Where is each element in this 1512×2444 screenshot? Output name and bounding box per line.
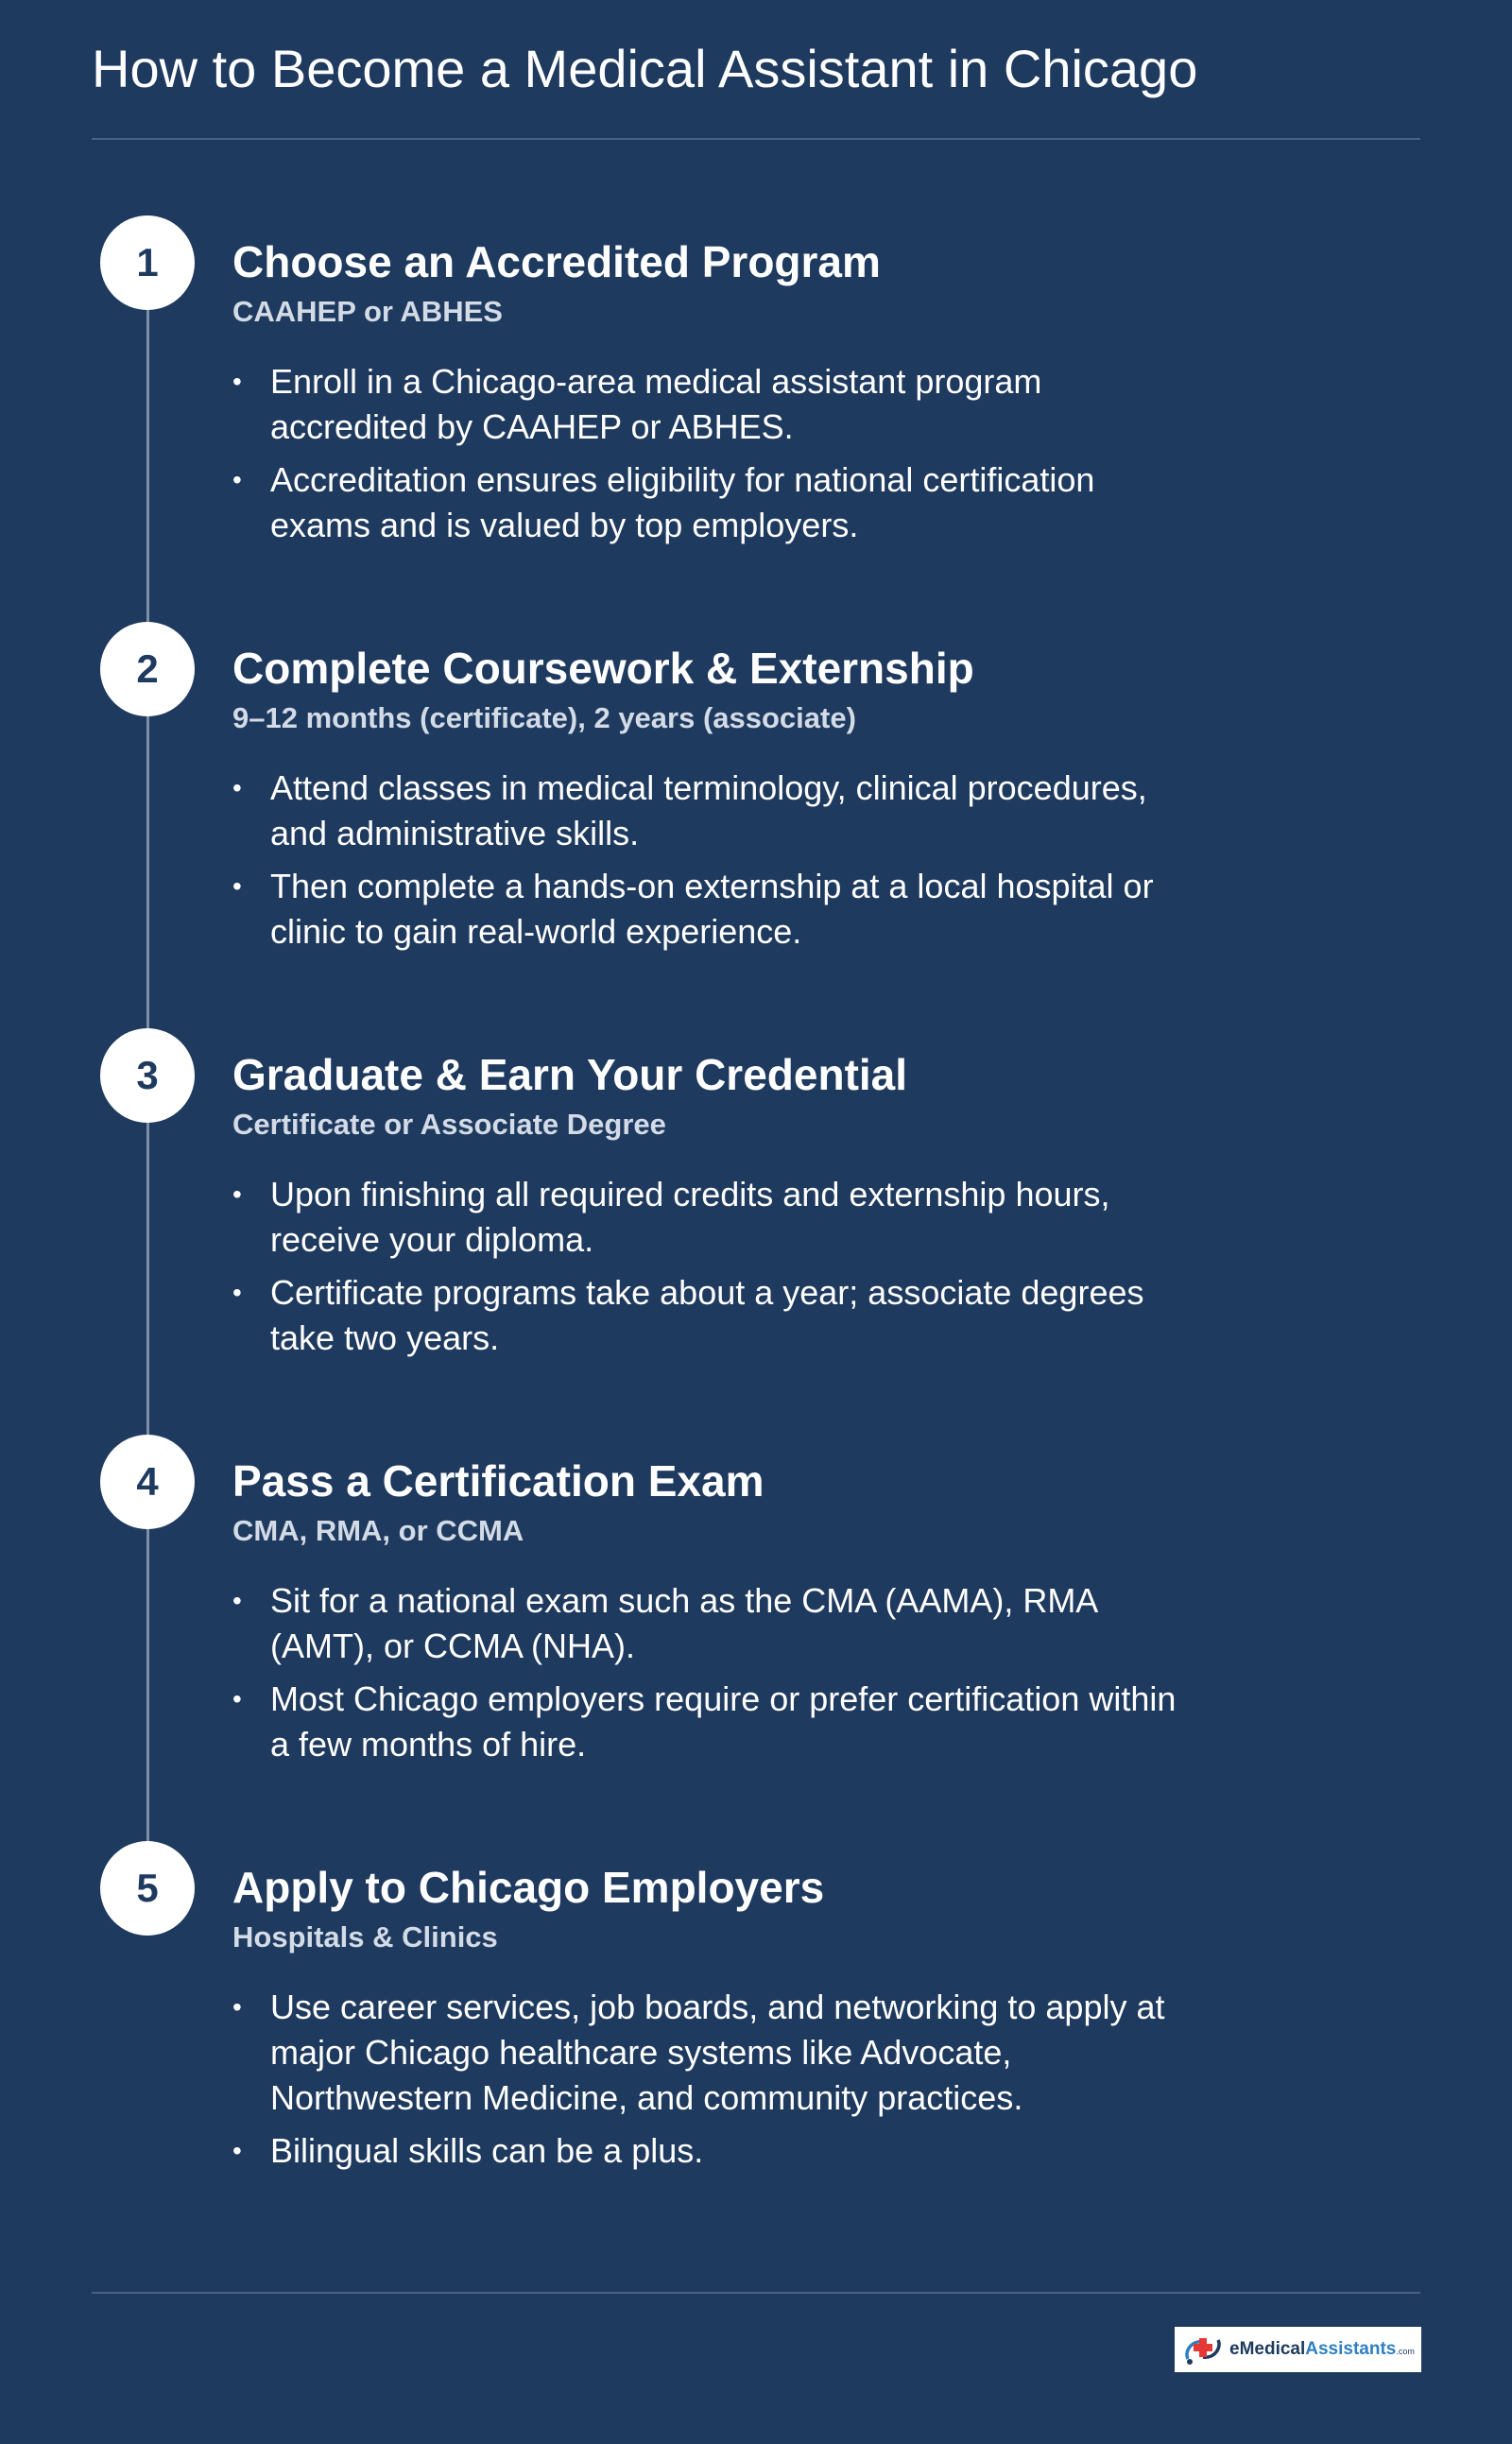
step-number-badge: 2	[100, 622, 195, 716]
step-number-badge: 1	[100, 215, 195, 310]
step-bullet-list	[232, 1985, 1187, 2181]
step-bullet-item	[232, 1172, 1187, 1263]
step-number-badge: 5	[100, 1841, 195, 1936]
step-subtitle: Hospitals & Clinics	[232, 1920, 498, 1953]
step-bullet-text: Then complete a hands-on externship at a local hospital or clinic to gain real-world experience.	[270, 867, 1154, 951]
brand-name: eMedical	[1229, 2339, 1306, 2359]
step-subtitle: CMA, RMA, or CCMA	[232, 1514, 524, 1547]
step-bullet-text: Upon finishing all required credits and externship hours, receive your diploma.	[270, 1175, 1110, 1259]
step-bullet-text: Certificate programs take about a year; associate degrees take two years.	[270, 1273, 1144, 1357]
step-title: Graduate & Earn Your Credential	[232, 1050, 908, 1099]
step-bullet-list	[232, 766, 1187, 962]
step-title: Complete Coursework & Externship	[232, 644, 974, 693]
step-bullet-item	[232, 766, 1187, 856]
bottom-divider	[92, 2292, 1420, 2294]
bullet-dot-icon: •	[232, 1992, 242, 2022]
step-subtitle: Certificate or Associate Degree	[232, 1108, 666, 1141]
brand-logo	[1175, 2327, 1421, 2372]
step-subtitle: CAAHEP or ABHES	[232, 295, 503, 328]
brand-name-accent: Assistants	[1305, 2339, 1397, 2359]
brand-wordmark	[1229, 2339, 1415, 2360]
step-bullet-text: Enroll in a Chicago-area medical assistant program accredited by CAAHEP or ABHES.	[270, 362, 1042, 446]
bullet-dot-icon: •	[232, 367, 242, 396]
medical-cross-swirl-icon	[1182, 2331, 1224, 2368]
step-bullet-item	[232, 1677, 1187, 1767]
bullet-dot-icon: •	[232, 1586, 242, 1615]
step-bullet-text: Sit for a national exam such as the CMA (AAMA), RMA (AMT), or CCMA (NHA).	[270, 1581, 1097, 1665]
step-subtitle: 9–12 months (certificate), 2 years (associate)	[232, 701, 856, 734]
bullet-dot-icon: •	[232, 871, 242, 901]
bullet-dot-icon: •	[232, 1684, 242, 1713]
step-bullet-list	[232, 1578, 1187, 1775]
step-bullet-text: Attend classes in medical terminology, clinical procedures, and administrative skills.	[270, 768, 1147, 852]
step-bullet-item	[232, 1270, 1187, 1361]
step-bullet-item	[232, 1985, 1187, 2121]
bullet-dot-icon: •	[232, 2136, 242, 2165]
step-bullet-item	[232, 359, 1187, 450]
bullet-dot-icon: •	[232, 773, 242, 802]
step-bullet-item	[232, 457, 1187, 548]
step-bullet-list	[232, 1172, 1187, 1368]
step-bullet-text: Bilingual skills can be a plus.	[270, 2131, 704, 2170]
step-bullet-text: Accreditation ensures eligibility for national certification exams and is valued by top employers.	[270, 460, 1095, 544]
step-bullet-text: Most Chicago employers require or prefer certification within a few months of hire.	[270, 1679, 1177, 1764]
step-bullet-item	[232, 864, 1187, 955]
step-bullet-text: Use career services, job boards, and networking to apply at major Chicago healthcare systems like Advocate, Northwestern Medicine, and community practices.	[270, 1988, 1165, 2117]
top-divider	[92, 138, 1420, 140]
step-title: Choose an Accredited Program	[232, 237, 881, 286]
bullet-dot-icon: •	[232, 465, 242, 494]
step-bullet-list	[232, 359, 1187, 556]
step-number-badge: 3	[100, 1028, 195, 1123]
brand-suffix: .com	[1396, 2347, 1415, 2356]
page-title: How to Become a Medical Assistant in Chicago	[92, 39, 1198, 98]
bullet-dot-icon: •	[232, 1278, 242, 1307]
bullet-dot-icon: •	[232, 1179, 242, 1209]
step-bullet-item	[232, 1578, 1187, 1669]
step-title: Pass a Certification Exam	[232, 1456, 765, 1506]
step-bullet-item	[232, 2128, 1187, 2174]
step-number-badge: 4	[100, 1435, 195, 1529]
step-title: Apply to Chicago Employers	[232, 1863, 825, 1912]
